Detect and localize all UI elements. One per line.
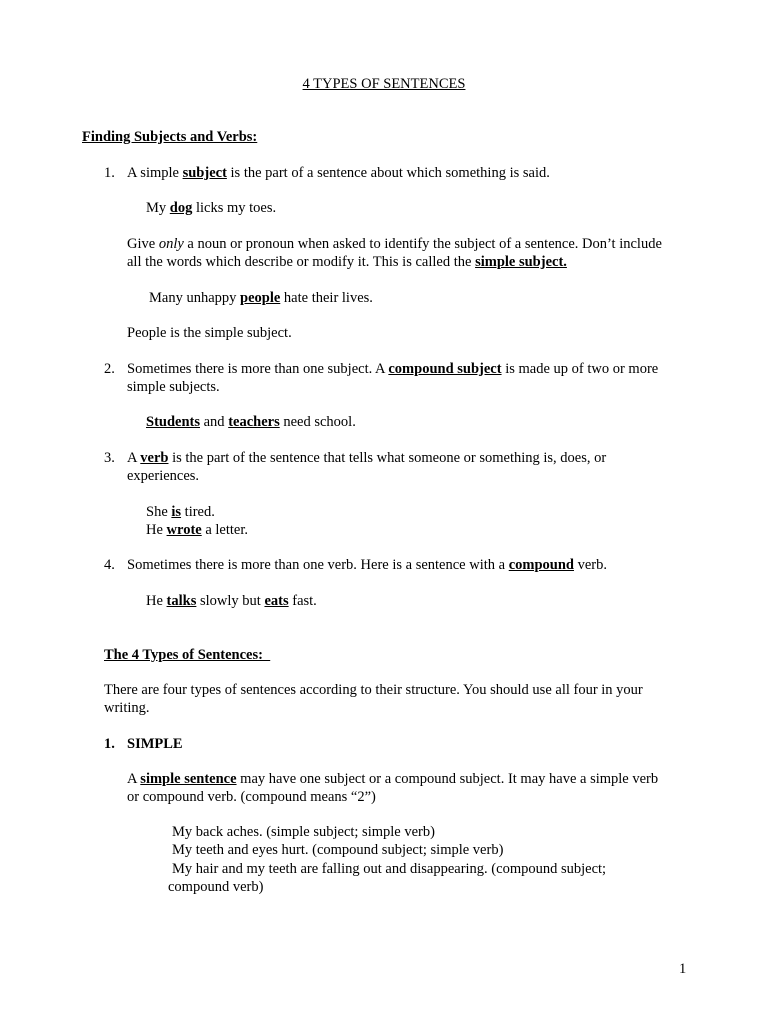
example-sentence: Students and teachers need school. (146, 414, 356, 430)
example-sentence: My dog licks my toes. (146, 200, 277, 216)
definition-text: A simple sentence may have one subject or a compound subject. It may have a simple verb (127, 771, 659, 787)
example-sentence: He wrote a letter. (146, 522, 249, 538)
intro-text: There are four types of sentences according to their structure. You should use all four in your (104, 682, 643, 698)
list-number: 3. (104, 450, 115, 466)
term-verb: verb (140, 450, 169, 466)
definition-text: or compound verb. (compound means “2”) (127, 789, 376, 805)
section-heading-types: The 4 Types of Sentences: (104, 647, 271, 663)
list-number: 4. (104, 557, 115, 573)
example-sentence: She is tired. (146, 504, 215, 520)
note-text: People is the simple subject. (127, 325, 292, 341)
list-number: 1. (104, 736, 115, 752)
term-compound-subject: compound subject (388, 361, 502, 377)
list-item-text: Sometimes there is more than one verb. Here is a sentence with a compound verb. (127, 557, 608, 573)
list-number: 1. (104, 165, 115, 181)
term-simple-subject: simple subject. (475, 254, 567, 270)
page-number: 1 (679, 961, 687, 977)
type-label-simple: SIMPLE (127, 736, 183, 752)
list-item-text: experiences. (127, 468, 200, 484)
list-item-text: Sometimes there is more than one subject. A compound subject is made up of two or more (127, 361, 659, 377)
intro-text: writing. (104, 700, 150, 716)
example-sentence: My teeth and eyes hurt. (compound subject; simple verb) (172, 842, 504, 858)
list-number: 2. (104, 361, 115, 377)
term-subject: subject (182, 165, 227, 181)
example-sentence: He talks slowly but eats fast. (146, 593, 317, 609)
example-sentence: compound verb) (168, 879, 264, 895)
term-simple-sentence: simple sentence (140, 771, 237, 787)
page-title: 4 TYPES OF SENTENCES (302, 76, 466, 92)
paragraph-line: all the words which describe or modify it. This is called the simple subject. (127, 254, 567, 270)
example-sentence: Many unhappy people hate their lives. (149, 290, 373, 306)
paragraph-line: Give only a noun or pronoun when asked to identify the subject of a sentence. Don’t include (127, 236, 662, 252)
list-item-text: A simple subject is the part of a sentence about which something is said. (127, 165, 550, 181)
example-sentence: My back aches. (simple subject; simple verb) (172, 824, 435, 840)
list-item-text: A verb is the part of the sentence that tells what someone or something is, does, or (127, 450, 607, 466)
section-heading-finding: Finding Subjects and Verbs: (82, 129, 258, 145)
example-sentence: My hair and my teeth are falling out and disappearing. (compound subject; (172, 861, 607, 877)
list-item-text: simple subjects. (127, 379, 220, 395)
term-compound: compound (508, 557, 574, 573)
